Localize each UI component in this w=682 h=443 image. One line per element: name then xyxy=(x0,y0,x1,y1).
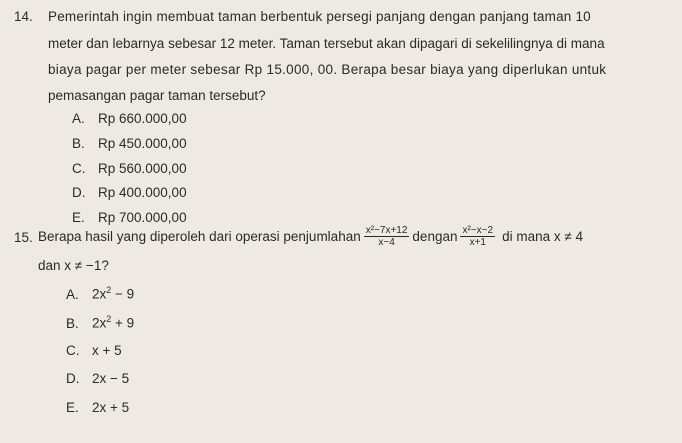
q15-text-after: di mana x ≠ 4 xyxy=(502,228,584,244)
fraction-1-numerator: x²−7x+12 xyxy=(365,224,408,236)
q14-line-1: Pemerintah ingin membuat taman berbentuk persegi panjang dengan panjang taman 10 xyxy=(48,9,591,24)
q15-option-c[interactable] xyxy=(66,343,122,358)
q15-option-e[interactable] xyxy=(66,400,129,415)
option-rest: − 9 xyxy=(111,286,135,302)
option-letter: B. xyxy=(72,136,85,151)
option-base: 2x xyxy=(92,286,107,302)
fraction-1 xyxy=(364,225,410,248)
q14-option-c[interactable] xyxy=(72,161,187,176)
option-letter: A. xyxy=(72,111,85,126)
q14-option-d[interactable] xyxy=(72,185,187,200)
option-base: 2x + 5 xyxy=(92,400,130,415)
option-base: 2x − 5 xyxy=(92,371,130,386)
q15-option-a[interactable] xyxy=(66,285,134,302)
q14-option-b[interactable] xyxy=(72,136,187,151)
option-letter: D. xyxy=(66,371,80,386)
option-letter: E. xyxy=(66,400,79,415)
option-letter: C. xyxy=(72,161,86,176)
fraction-2-numerator: x²−x−2 xyxy=(462,224,494,236)
q14-line-3: biaya pagar per meter sebesar Rp 15.000, 00. Berapa besar biaya yang diperlukan untuk xyxy=(48,62,607,77)
q14-line-2: meter dan lebarnya sebesar 12 meter. Taman tersebut akan dipagari di sekelilingnya di mana xyxy=(48,36,605,51)
option-letter: B. xyxy=(66,315,79,331)
q15-line-1 xyxy=(38,222,583,250)
option-text: Rp 450.000,00 xyxy=(98,136,187,151)
fraction-2 xyxy=(460,225,495,248)
option-base: x + 5 xyxy=(92,343,122,358)
fraction-2-denominator: x+1 xyxy=(469,236,486,248)
option-letter: D. xyxy=(72,185,86,200)
fraction-1-denominator: x−4 xyxy=(378,236,395,248)
option-rest: + 9 xyxy=(111,315,135,331)
q15-number: 15. xyxy=(14,230,33,245)
option-letter: C. xyxy=(66,343,80,358)
option-text: Rp 400.000,00 xyxy=(98,185,187,200)
q15-line-2: dan x ≠ −1? xyxy=(38,258,109,273)
option-text: Rp 700.000,00 xyxy=(98,210,187,225)
q15-option-d[interactable] xyxy=(66,371,129,386)
option-exponent: 2 xyxy=(106,314,112,324)
q14-option-a[interactable] xyxy=(72,111,187,126)
option-letter: E. xyxy=(72,210,85,225)
option-base: 2x xyxy=(92,315,107,331)
option-text: Rp 560.000,00 xyxy=(98,161,187,176)
option-exponent: 2 xyxy=(106,285,112,295)
q14-number: 14. xyxy=(14,9,33,24)
q15-text-mid: dengan xyxy=(412,228,458,244)
option-text: Rp 660.000,00 xyxy=(98,111,187,126)
option-letter: A. xyxy=(66,286,79,302)
q15-option-b[interactable] xyxy=(66,314,134,331)
q14-line-4: pemasangan pagar taman tersebut? xyxy=(48,88,266,103)
q15-text-before: Berapa hasil yang diperoleh dari operasi penjumlahan xyxy=(38,228,361,244)
